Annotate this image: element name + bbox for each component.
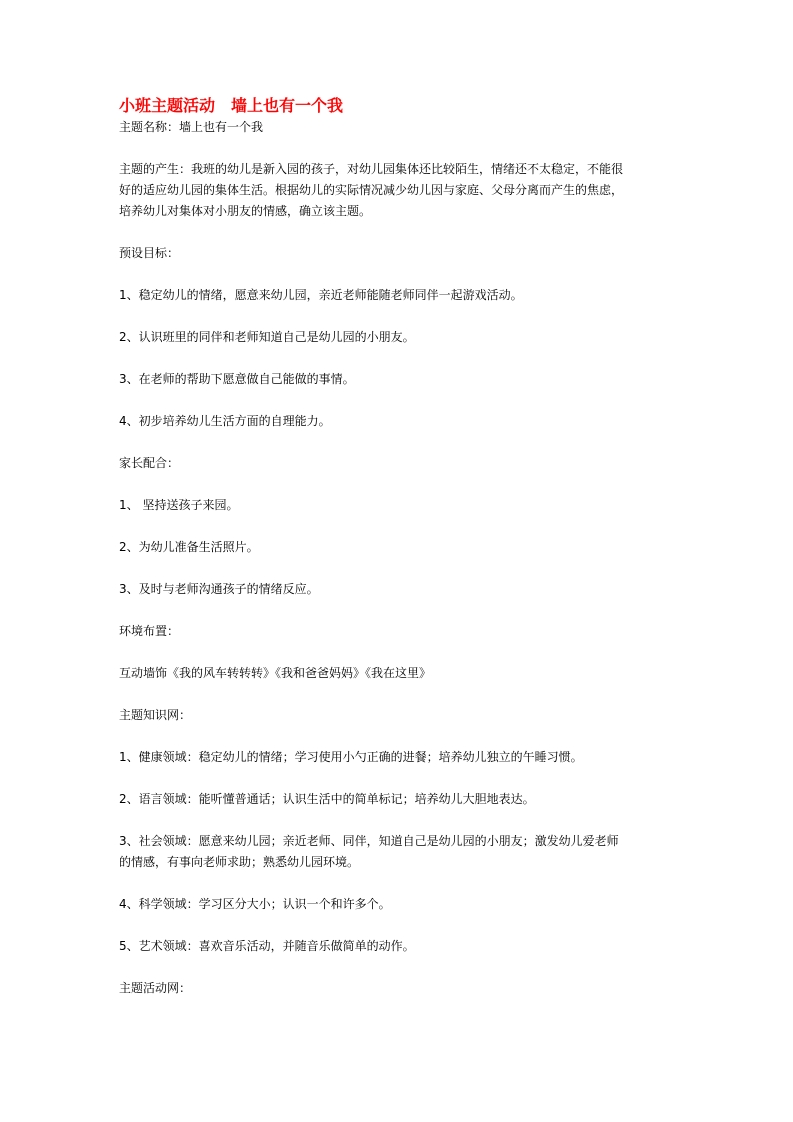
- environment-heading: 环境布置：: [119, 624, 180, 638]
- parent-item-3: 3、及时与老师沟通孩子的情绪反应。: [119, 582, 319, 596]
- document-title: 小班主题活动 墙上也有一个我: [119, 96, 344, 115]
- spacer: [119, 810, 679, 831]
- spacer: [119, 348, 679, 369]
- spacer: [119, 558, 679, 579]
- spacer: [119, 726, 679, 747]
- environment-text: 互动墙饰《我的风车转转转》《我和爸爸妈妈》《我在这里》: [119, 666, 432, 680]
- spacer: [119, 390, 679, 411]
- origin-line-2: 好的适应幼儿园的集体生活。根据幼儿的实际情况减少幼儿因与家庭、父母分离而产生的焦虑，: [119, 183, 624, 197]
- spacer: [119, 264, 679, 285]
- spacer: [119, 768, 679, 789]
- parent-item-2: 2、为幼儿准备生活照片。: [119, 540, 259, 554]
- document-page: [119, 95, 679, 999]
- spacer: [119, 957, 679, 978]
- origin-line-3: 培养幼儿对集体对小朋友的情感，确立该主题。: [119, 204, 372, 218]
- goal-item-1: 1、稳定幼儿的情绪，愿意来幼儿园，亲近老师能随老师同伴一起游戏活动。: [119, 288, 523, 302]
- spacer: [119, 516, 679, 537]
- knowledge-health: 1、健康领域：稳定幼儿的情绪；学习使用小勺正确的进餐；培养幼儿独立的午睡习惯。: [119, 750, 583, 764]
- spacer: [119, 873, 679, 894]
- parent-item-1: 1、 坚持送孩子来园。: [119, 498, 239, 512]
- knowledge-social-line-2: 的情感，有事向老师求助；熟悉幼儿园环境。: [119, 855, 360, 869]
- spacer: [119, 600, 679, 621]
- spacer: [119, 474, 679, 495]
- goals-heading: 预设目标：: [119, 246, 180, 260]
- activity-heading: 主题活动网：: [119, 981, 192, 995]
- spacer: [119, 642, 679, 663]
- knowledge-language: 2、语言领域：能听懂普通话；认识生活中的简单标记；培养幼儿大胆地表达。: [119, 792, 535, 806]
- spacer: [119, 222, 679, 243]
- goal-item-3: 3、在老师的帮助下愿意做自己能做的事情。: [119, 372, 355, 386]
- spacer: [119, 432, 679, 453]
- knowledge-social-line-1: 3、社会领域：愿意来幼儿园；亲近老师、同伴，知道自己是幼儿园的小朋友；激发幼儿爱老师: [119, 834, 619, 848]
- goal-item-2: 2、认识班里的同伴和老师知道自己是幼儿园的小朋友。: [119, 330, 415, 344]
- origin-line-1: 主题的产生：我班的幼儿是新入园的孩子，对幼儿园集体还比较陌生，情绪还不太稳定，不能很: [119, 162, 624, 176]
- goal-item-4: 4、初步培养幼儿生活方面的自理能力。: [119, 414, 331, 428]
- spacer: [119, 915, 679, 936]
- parents-heading: 家长配合：: [119, 456, 180, 470]
- knowledge-science: 4、科学领域：学习区分大小；认识一个和许多个。: [119, 897, 391, 911]
- spacer: [119, 306, 679, 327]
- knowledge-art: 5、艺术领域：喜欢音乐活动，并随音乐做简单的动作。: [119, 939, 415, 953]
- spacer: [119, 138, 679, 159]
- theme-name: 主题名称：墙上也有一个我: [119, 120, 264, 134]
- knowledge-heading: 主题知识网：: [119, 708, 192, 722]
- spacer: [119, 684, 679, 705]
